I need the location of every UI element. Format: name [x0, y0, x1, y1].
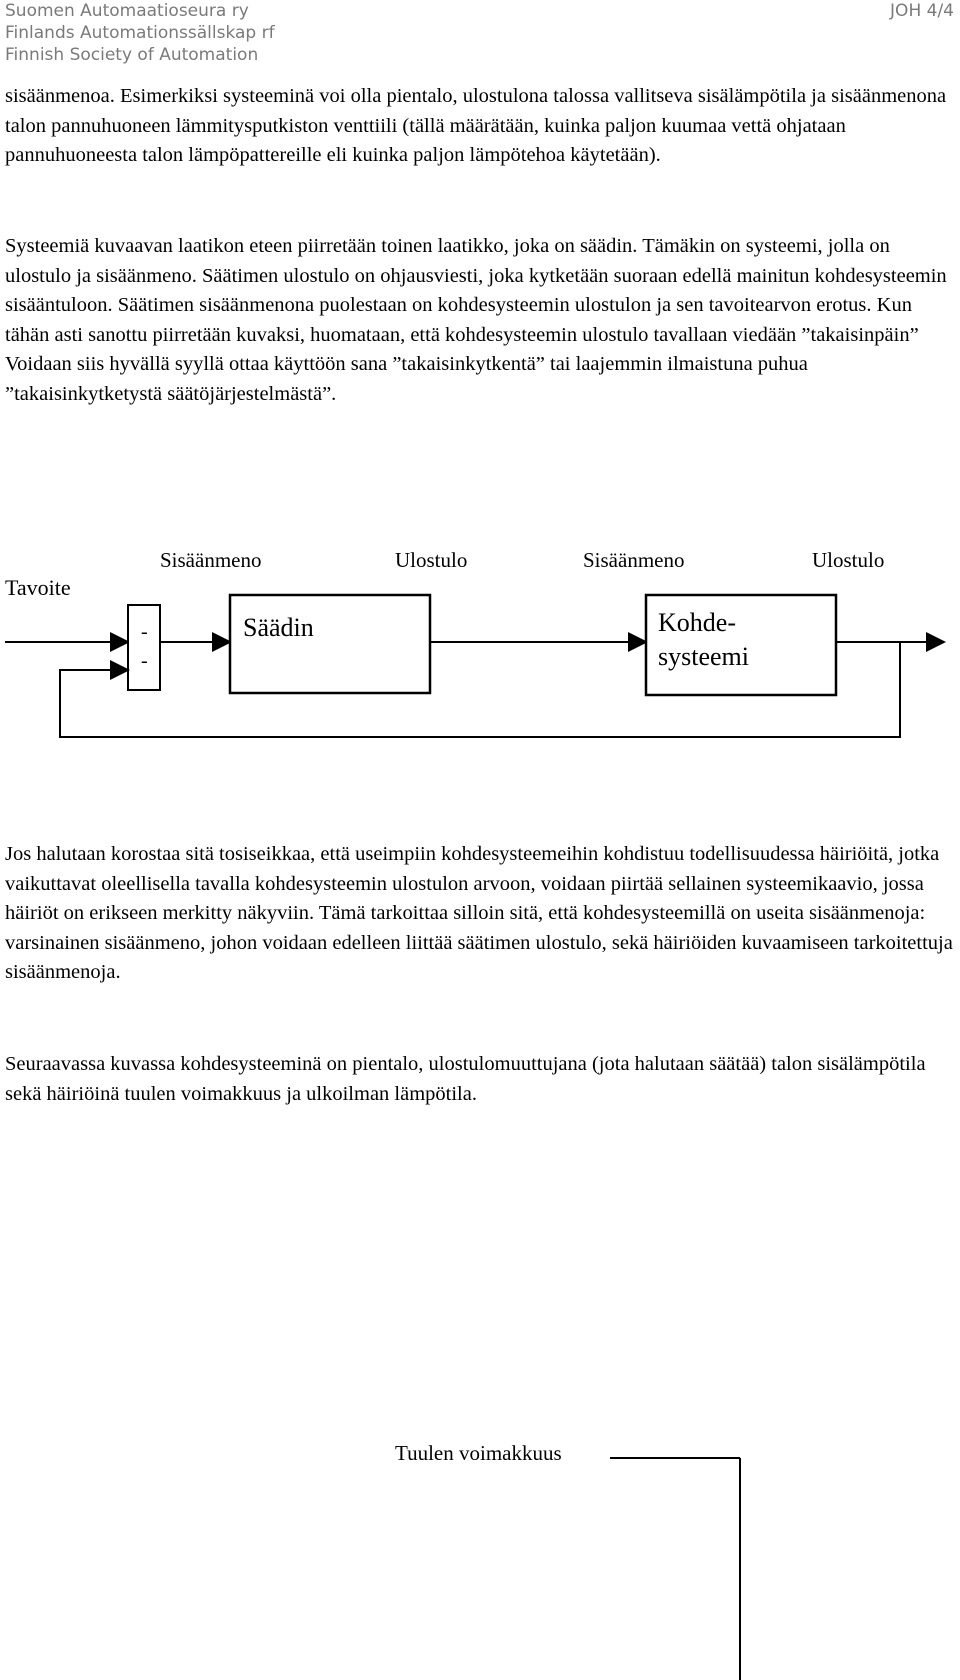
- controller-box: [230, 595, 430, 693]
- paragraph-4: Seuraavassa kuvassa kohdesysteeminä on pientalo, ulostulomuuttujana (jota halutaan säätää) talon sisälämpötila sekä häiriöinä tuulen voimakkuus ja ulkoilman lämpötila.: [5, 1053, 926, 1105]
- wind-strength-label: Tuulen voimakkuus: [395, 1441, 562, 1465]
- goal-label: Tavoite: [5, 575, 71, 600]
- org-name-fi: Suomen Automaatioseura ry: [5, 1, 249, 21]
- paragraph-3: Jos halutaan korostaa sitä tosiseikkaa, että useimpiin kohdesysteemeihin kohdistuu todellisuudessa häiriöitä, jotka vaikuttavat oleellisella tavalla kohdesysteemin ulostulon arvoon, voidaan piirtää sellainen systeemikaavio, jossa häiriöt on erikseen merkitty näkyviin. Tämä tarkoittaa silloin sitä, että kohdesysteemillä on useita sisäänmenoja: varsinainen sisäänmeno, johon voidaan edelleen liittää säätimen ulostulo, sekä häiriöiden kuvaamiseen tarkoitettuja sisäänmenoja.: [5, 843, 953, 983]
- paragraph-2: Systeemiä kuvaavan laatikon eteen piirretään toinen laatikko, joka on säädin. Tämäkin on systeemi, jolla on ulostulo ja sisäänmeno. Säätimen ulostulo on ohjausviesti, joka kytketään suoraan edellä mainitun kohdesysteemin sisääntuloon. Säätimen sisäänmenona puolestaan on kohdesysteemin ulostulon ja sen tavoitearvon erotus. Kun tähän asti sanottu piirretään kuvaksi, huomataan, että kohdesysteemin ulostulo tavallaan viedään ”takaisinpäin” Voidaan siis hyvällä syyllä ottaa käyttöön sana ”takaisinkytkentä” tai laajemmin ilmaistuna puhua ”takaisinkytketystä säätöjärjestelmästä”.: [5, 235, 947, 405]
- org-name-sv: Finlands Automationssällskap rf: [5, 23, 275, 43]
- organization-header: [5, 0, 275, 66]
- plant-label-line2: systeemi: [658, 642, 749, 671]
- plant-output-label: Ulostulo: [812, 548, 885, 572]
- summing-junction-box: [128, 605, 160, 690]
- sum-sign-top: -: [141, 621, 148, 643]
- plant-label-line1: Kohde-: [658, 608, 736, 637]
- feedback-control-diagram: [0, 540, 960, 760]
- sum-sign-bottom: -: [141, 650, 148, 672]
- controller-output-label: Ulostulo: [395, 548, 468, 572]
- plant-input-label: Sisäänmeno: [583, 548, 685, 572]
- controller-label: Säädin: [243, 613, 314, 642]
- org-name-en: Finnish Society of Automation: [5, 45, 259, 65]
- controller-input-label: Sisäänmeno: [160, 548, 262, 572]
- page-reference: JOH 4/4: [890, 1, 954, 21]
- paragraph-1: sisäänmenoa. Esimerkiksi systeeminä voi olla pientalo, ulostulona talossa vallitseva sisälämpötila ja sisäänmenona talon pannuhuoneen lämmitysputkiston venttiili (tällä määrätään, kuinka paljon kuumaa vettä ohjataan pannuhuoneesta talon lämpöpattereille eli kuinka paljon lämpötehoa käytetään).: [5, 85, 947, 166]
